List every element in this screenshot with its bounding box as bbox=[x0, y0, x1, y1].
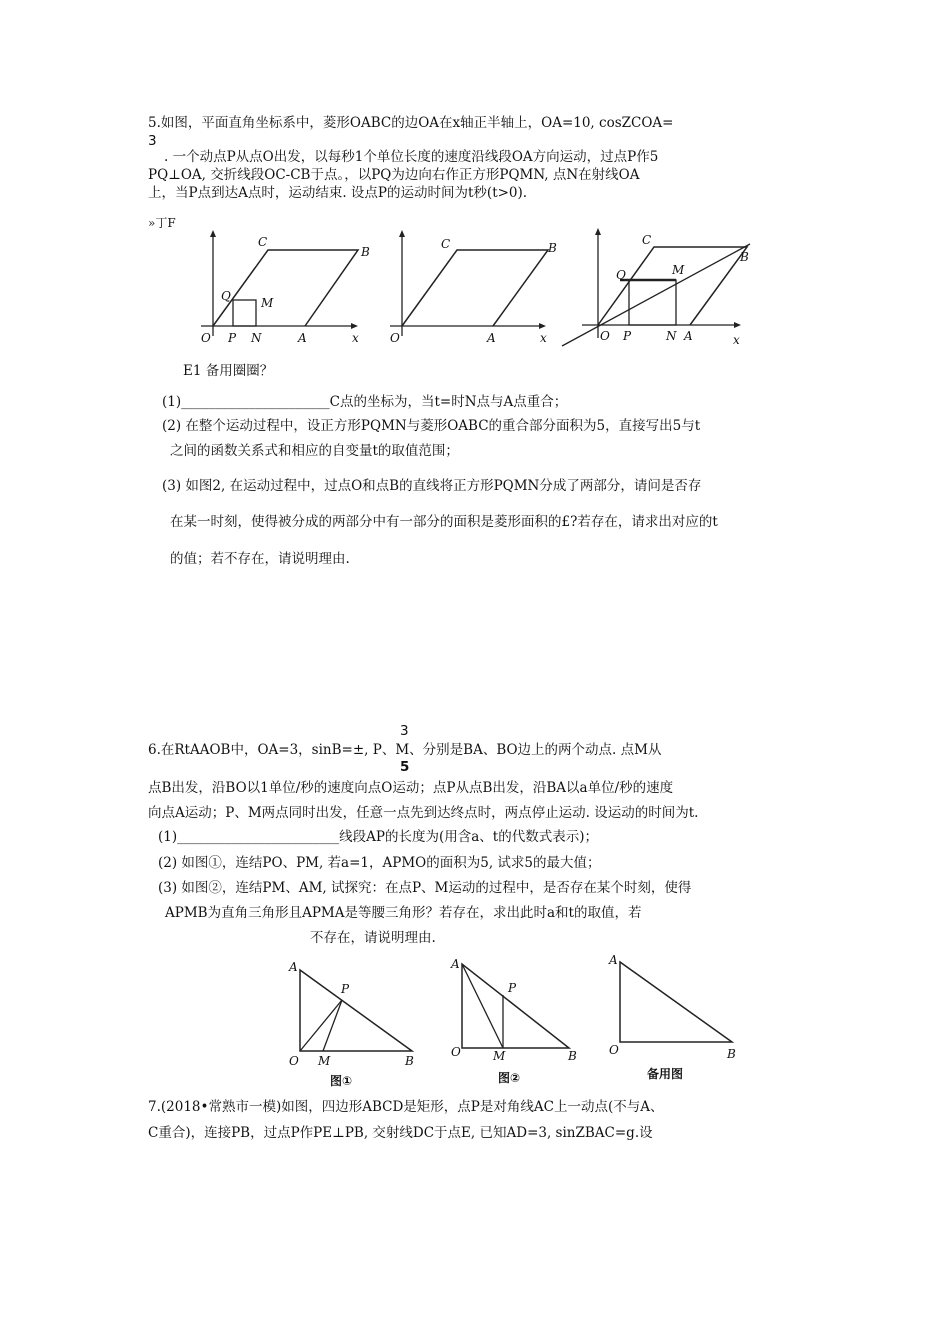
q6-item-2: (2) 如图①，连结PO、PM, 若a=1，APMO的面积为5, 试求5的最大值； bbox=[158, 855, 601, 871]
q5-fraction-numerator: 3 bbox=[148, 133, 157, 149]
q6-item-3b: APMB为直角三角形且APMA是等腰三角形？若存在，求出此时a和t的取值，若 bbox=[165, 905, 642, 921]
q5-f1-label-a: A bbox=[298, 331, 307, 345]
q6-f2-label-o: O bbox=[451, 1045, 461, 1059]
q6-f1-label-b: B bbox=[405, 1054, 414, 1068]
q6-item-1: (1)________________________线段AP的长度为(用含a、t的代数式表示)； bbox=[158, 829, 598, 845]
q6-f1-label-p: P bbox=[341, 982, 350, 996]
q5-f3-label-x: x bbox=[733, 333, 740, 347]
q5-line4: 上，当P点到达A点时，运动结束. 设点P的运动时间为t秒(t>0). bbox=[148, 185, 528, 201]
q5-item-2b: 之间的函数关系式和相应的自变量t的取值范围； bbox=[170, 443, 459, 459]
q5-f1-label-x: x bbox=[352, 331, 359, 345]
q5-f1-label-p: P bbox=[228, 331, 237, 345]
q5-f3-label-b: B bbox=[740, 250, 749, 264]
q6-f3-label-a: A bbox=[609, 953, 618, 967]
q6-f2-label-b: B bbox=[568, 1049, 577, 1063]
q5-f3-label-c: C bbox=[642, 233, 652, 247]
q5-f1-label-m: M bbox=[261, 296, 274, 310]
q6-f3-label-b: B bbox=[727, 1047, 736, 1061]
q6-f2-label-m: M bbox=[493, 1049, 506, 1063]
q5-line3: PQ⊥OA, 交折线段OC-CB于点。，以PQ为边向右作正方形PQMN, 点N在射线OA bbox=[148, 167, 640, 183]
q5-f1-label-n: N bbox=[251, 331, 262, 345]
q6-item-3a: (3) 如图②，连结PM、AM, 试探究：在点P、M运动的过程中，是否存在某个时刻，使得 bbox=[158, 880, 692, 896]
q7-line2: C重合)，连接PB，过点P作PE⊥PB, 交射线DC于点E, 已知AD=3, sinZBAC=g.设 bbox=[148, 1125, 653, 1141]
q5-item-2a: (2) 在整个运动过程中，设正方形PQMN与菱形OABC的重合部分面积为5，直接写出5与t bbox=[162, 418, 701, 434]
q5-f3-label-a: A bbox=[684, 329, 693, 343]
q5-item-1: (1)______________________C点的坐标为，当t=时N点与A点重合； bbox=[162, 394, 568, 410]
q5-f3-label-n: N bbox=[666, 329, 677, 343]
q5-f2-label-x: x bbox=[540, 331, 547, 345]
q5-item-3b: 在某一时刻，使得被分成的两部分中有一部分的面积是菱形面积的£?若存在，请求出对应的t bbox=[170, 514, 718, 530]
q5-line1: 5.如图，平面直角坐标系中，菱形OABC的边OA在x轴正半轴上，OA=10, cosZCOA= bbox=[148, 115, 674, 131]
q5-figure-1 bbox=[195, 230, 370, 350]
q5-f1-label-c: C bbox=[258, 235, 268, 249]
q6-f1-label-a: A bbox=[289, 960, 298, 974]
q5-f2-label-c: C bbox=[441, 237, 451, 251]
q6-f2-label-a: A bbox=[451, 957, 460, 971]
q6-line2: 点B出发，沿BO以1单位/秒的速度向点O运动；点P从点B出发，沿BA以a单位/秒的速度 bbox=[148, 780, 674, 796]
q6-f2-caption: 图② bbox=[498, 1071, 521, 1085]
q6-item-3c: 不存在，请说明理由. bbox=[310, 930, 436, 946]
q6-line3: 向点A运动；P、M两点同时出发，任意一点先到达终点时，两点停止运动. 设运动的时间为t. bbox=[148, 805, 699, 821]
q6-f1-label-m: M bbox=[318, 1054, 331, 1068]
q5-f3-label-p: P bbox=[623, 329, 632, 343]
q5-f1-label-b: B bbox=[361, 245, 370, 259]
q5-noise-text: »丁F bbox=[148, 216, 176, 230]
q6-f3-caption: 备用图 bbox=[647, 1067, 684, 1081]
q5-f1-label-q: Q bbox=[221, 289, 231, 303]
q6-fraction-numerator: 3 bbox=[400, 723, 409, 739]
q5-f1-label-o: O bbox=[201, 331, 211, 345]
q6-figure-1 bbox=[285, 955, 435, 1090]
q5-f3-label-o: O bbox=[600, 329, 610, 343]
q6-f2-label-p: P bbox=[508, 981, 517, 995]
q5-line2: . 一个动点P从点O出发，以每秒1个单位长度的速度沿线段OA方向运动，过点P作5 bbox=[164, 149, 659, 165]
q5-f3-label-m: M bbox=[672, 263, 685, 277]
q5-f2-label-o: O bbox=[390, 331, 400, 345]
q6-fraction-denominator: 5 bbox=[400, 759, 410, 775]
q6-f3-label-o: O bbox=[609, 1043, 619, 1057]
q5-figure-3 bbox=[560, 228, 750, 353]
q6-figure-3 bbox=[605, 950, 755, 1085]
q5-f2-label-a: A bbox=[487, 331, 496, 345]
q5-figure-caption: E1 备用圈圈？ bbox=[183, 363, 274, 379]
q5-f2-label-b: B bbox=[548, 241, 557, 255]
q6-line1: 6.在RtAAOB中，OA=3，sinB=±, P、M、分别是BA、BO边上的两个动点. 点M从 bbox=[148, 742, 662, 758]
q6-f1-label-o: O bbox=[289, 1054, 299, 1068]
q5-f3-label-q: Q bbox=[616, 268, 626, 282]
q5-figure-2 bbox=[385, 230, 560, 350]
q6-f1-caption: 图① bbox=[330, 1074, 353, 1088]
q7-line1: 7.(2018•常熟市一模)如图，四边形ABCD是矩形，点P是对角线AC上一动点(不与A、 bbox=[148, 1099, 664, 1115]
q5-item-3c: 的值；若不存在，请说明理由. bbox=[170, 551, 350, 567]
q5-item-3a: (3) 如图2, 在运动过程中，过点O和点B的直线将正方形PQMN分成了两部分，请问是否存 bbox=[162, 478, 702, 494]
q6-figure-2 bbox=[448, 952, 598, 1087]
